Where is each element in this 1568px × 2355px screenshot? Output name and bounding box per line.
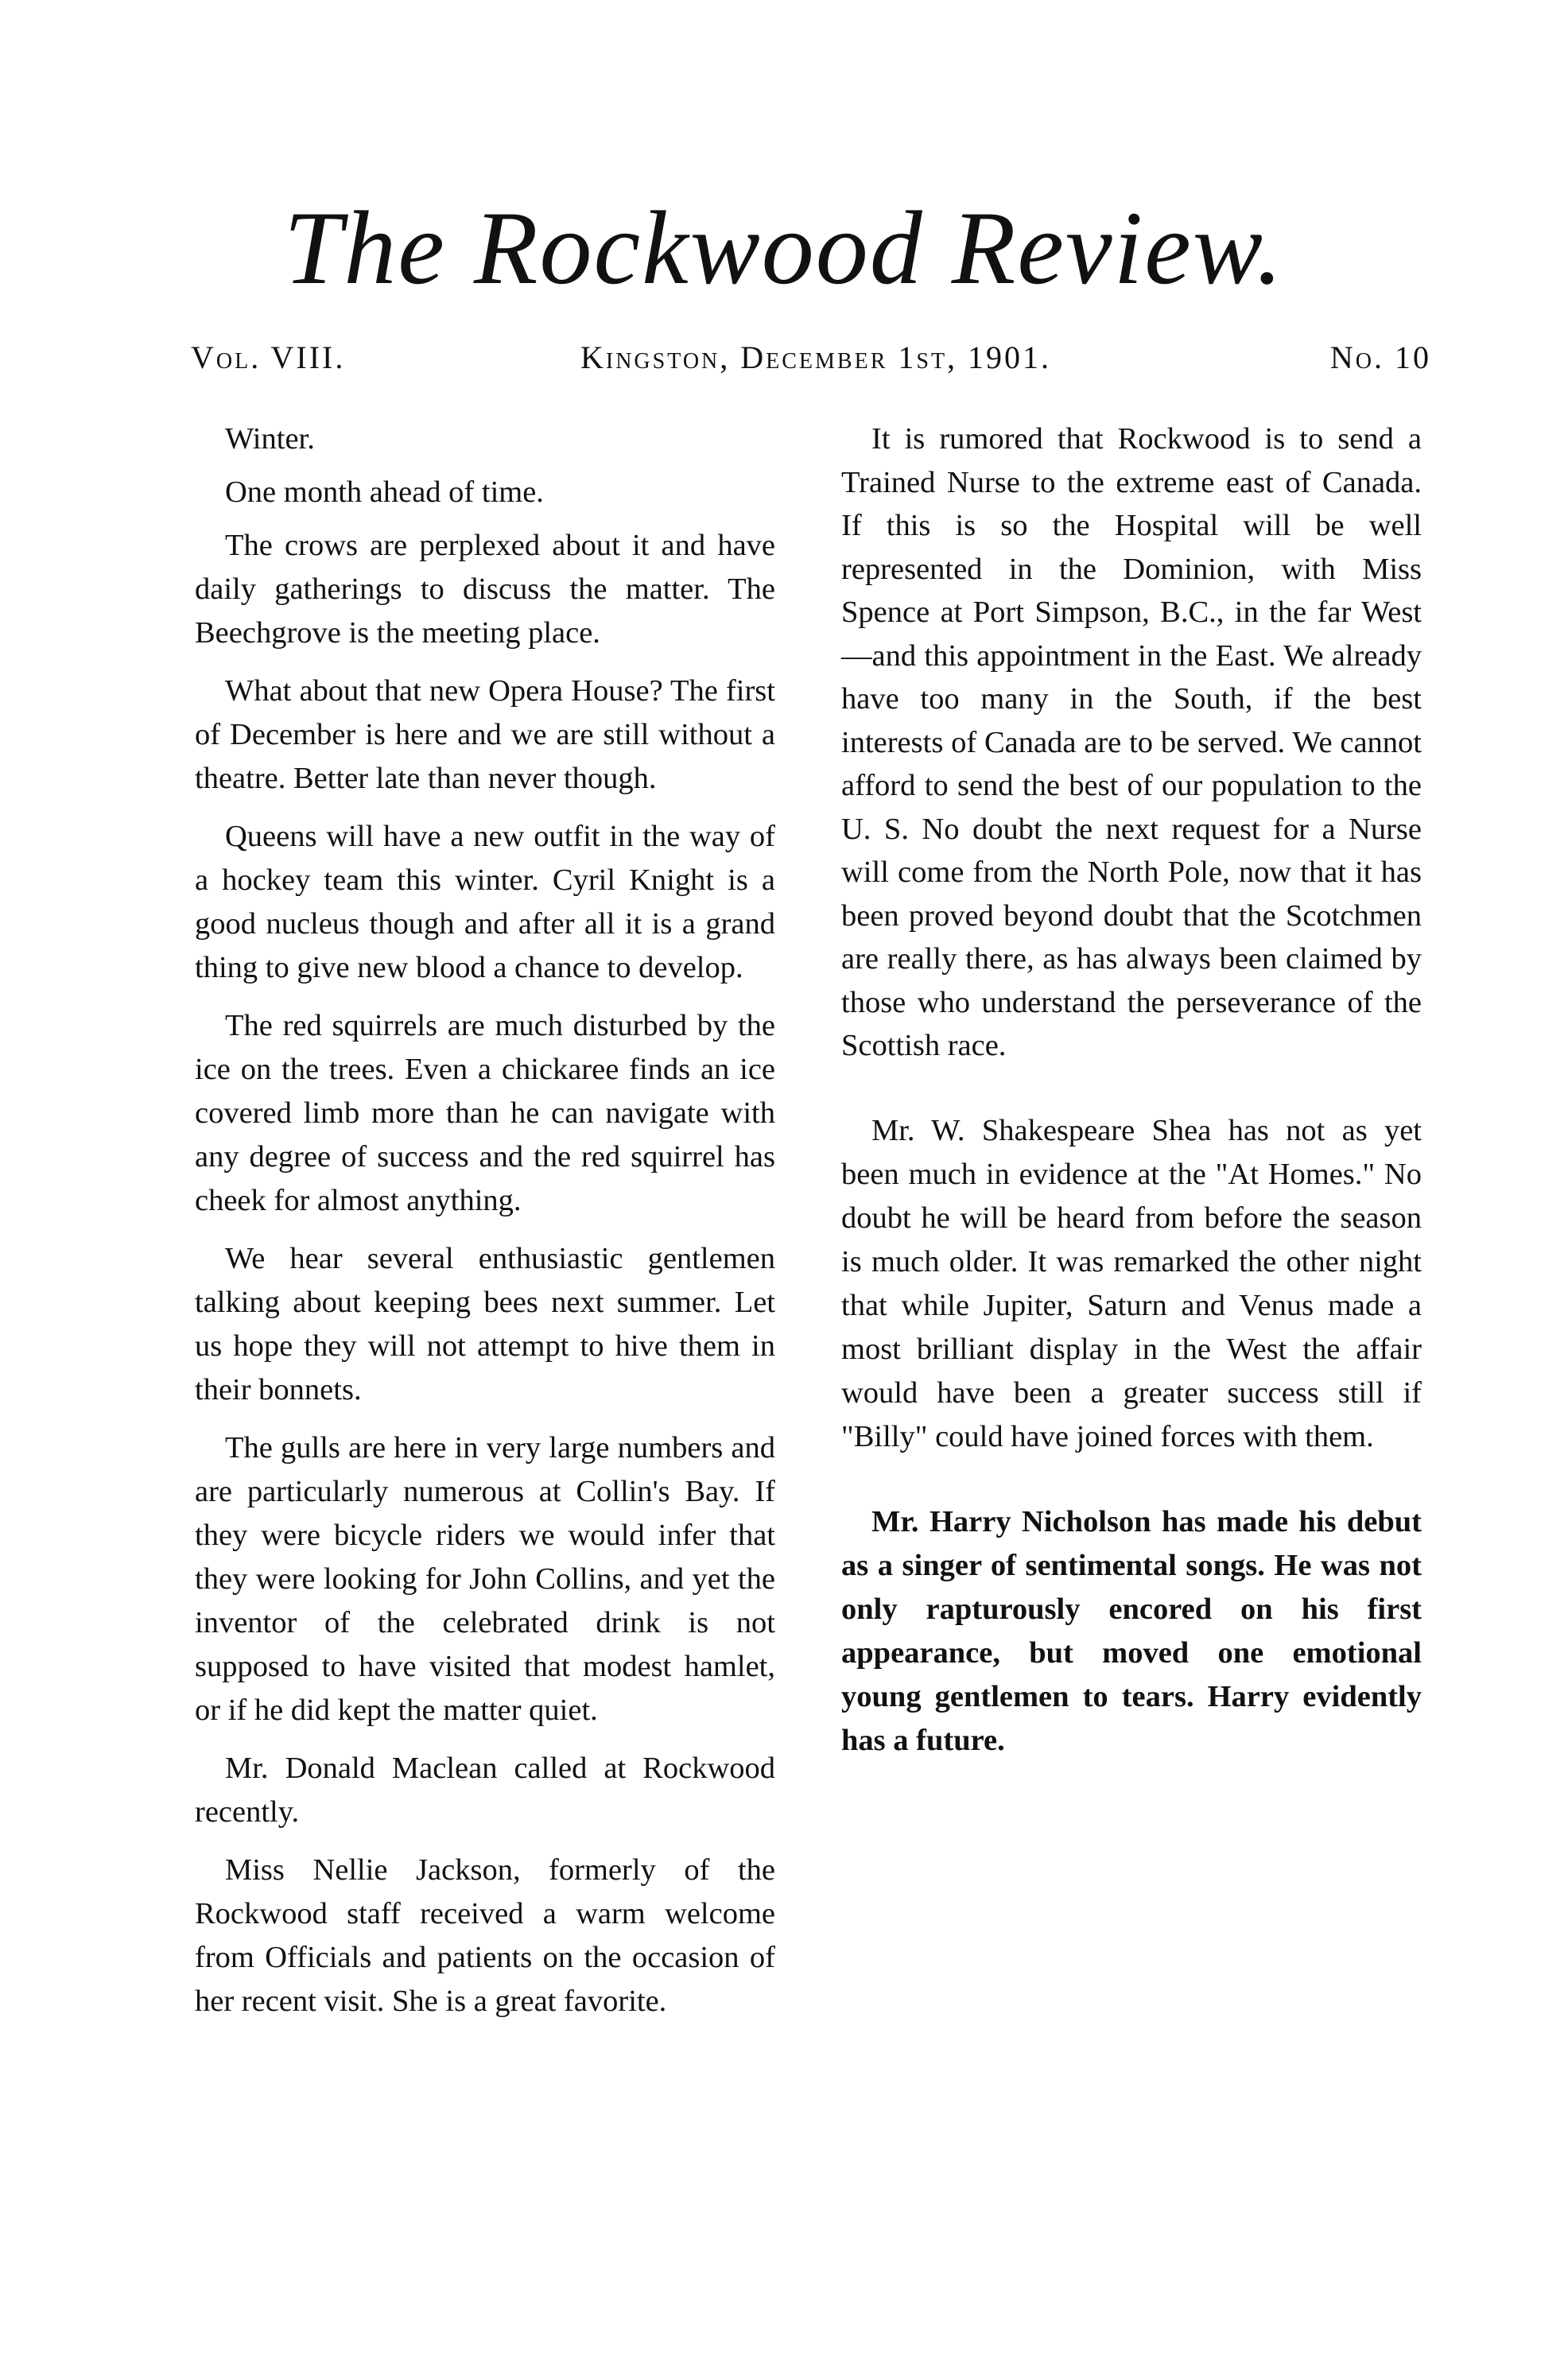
paragraph-opera-house: What about that new Opera House? The first of December is here and we are still without a theatre. Better late than never though.	[195, 674, 775, 795]
paragraph-month-ahead: One month ahead of time.	[225, 475, 544, 509]
paragraph-maclean: Mr. Donald Maclean called at Rockwood recently.	[195, 1752, 775, 1829]
paragraph-harry-nicholson: Mr. Harry Nicholson has made his debut as a singer of sentimental songs. He was not only rapturously encored on his first appearance, but moved one emotional young gentlemen to tears. Harry evidently has a future.	[841, 1504, 1422, 1757]
paragraph-squirrels: The red squirrels are much disturbed by the ice on the trees. Even a chickaree finds an ice covered limb more than he can navigate with any degree of success and the red squirrel has cheek for almost anything.	[195, 1009, 775, 1217]
masthead-title: The Rockwood Review.	[283, 189, 1285, 306]
paragraph-winter: Winter.	[225, 422, 315, 456]
right-column	[841, 417, 1422, 1804]
issue-number: No. 10	[1329, 339, 1431, 375]
paragraph-bees: We hear several enthusiastic gentlemen talking about keeping bees next summer. Let us hope they will not attempt to hive them in their bonnets.	[195, 1242, 775, 1406]
paragraph-hockey: Queens will have a new outfit in the way of a hockey team this winter. Cyril Knight is a good nucleus though and after all it is a grand thing to give new blood a chance to develop.	[195, 820, 775, 984]
paragraph-nellie-jackson: Miss Nellie Jackson, formerly of the Rockwood staff received a warm welcome from Officials and patients on the occasion of her recent visit. She is a great favorite.	[195, 1853, 775, 2018]
paragraph-shakespeare-shea: Mr. W. Shakespeare Shea has not as yet been much in evidence at the "At Homes." No doubt he will be heard from before the season is much older. It was remarked the other night that while Jupiter, Saturn and Venus made a most brilliant display in the West the affair would have been a greater success still if "Billy" could have joined forces with them.	[841, 1113, 1422, 1453]
dateline	[191, 334, 1431, 382]
place-and-date: Kingston, December 1st, 1901.	[580, 339, 1052, 375]
paragraph-trained-nurse: It is rumored that Rockwood is to send a Trained Nurse to the extreme east of Canada. If this is so the Hospital will be well represented in the Dominion, with Miss Spence at Port Simpson, B.C., in the far West—and this appointment in the East. We already have too many in the South, if the best interests of Canada are to be served. We cannot afford to send the best of our population to the U. S. No doubt the next request for a Nurse will come from the North Pole, now that it has been proved beyond doubt that the Scotchmen are really there, as has always been claimed by those who understand the perseverance of the Scottish race.	[841, 422, 1422, 1062]
paragraph-gulls: The gulls are here in very large numbers and are particularly numerous at Collin's Bay. If they were bicycle riders we would infer that they were looking for John Collins, and yet the inventor of the celebrated drink is not supposed to have visited that modest hamlet, or if he did kept the matter quiet.	[195, 1431, 775, 1727]
left-column	[195, 417, 775, 2038]
paragraph-crows: The crows are perplexed about it and have daily gatherings to discuss the matter. The Beechgrove is the meeting place.	[195, 529, 775, 650]
volume-number: Vol. VIII.	[191, 339, 346, 375]
